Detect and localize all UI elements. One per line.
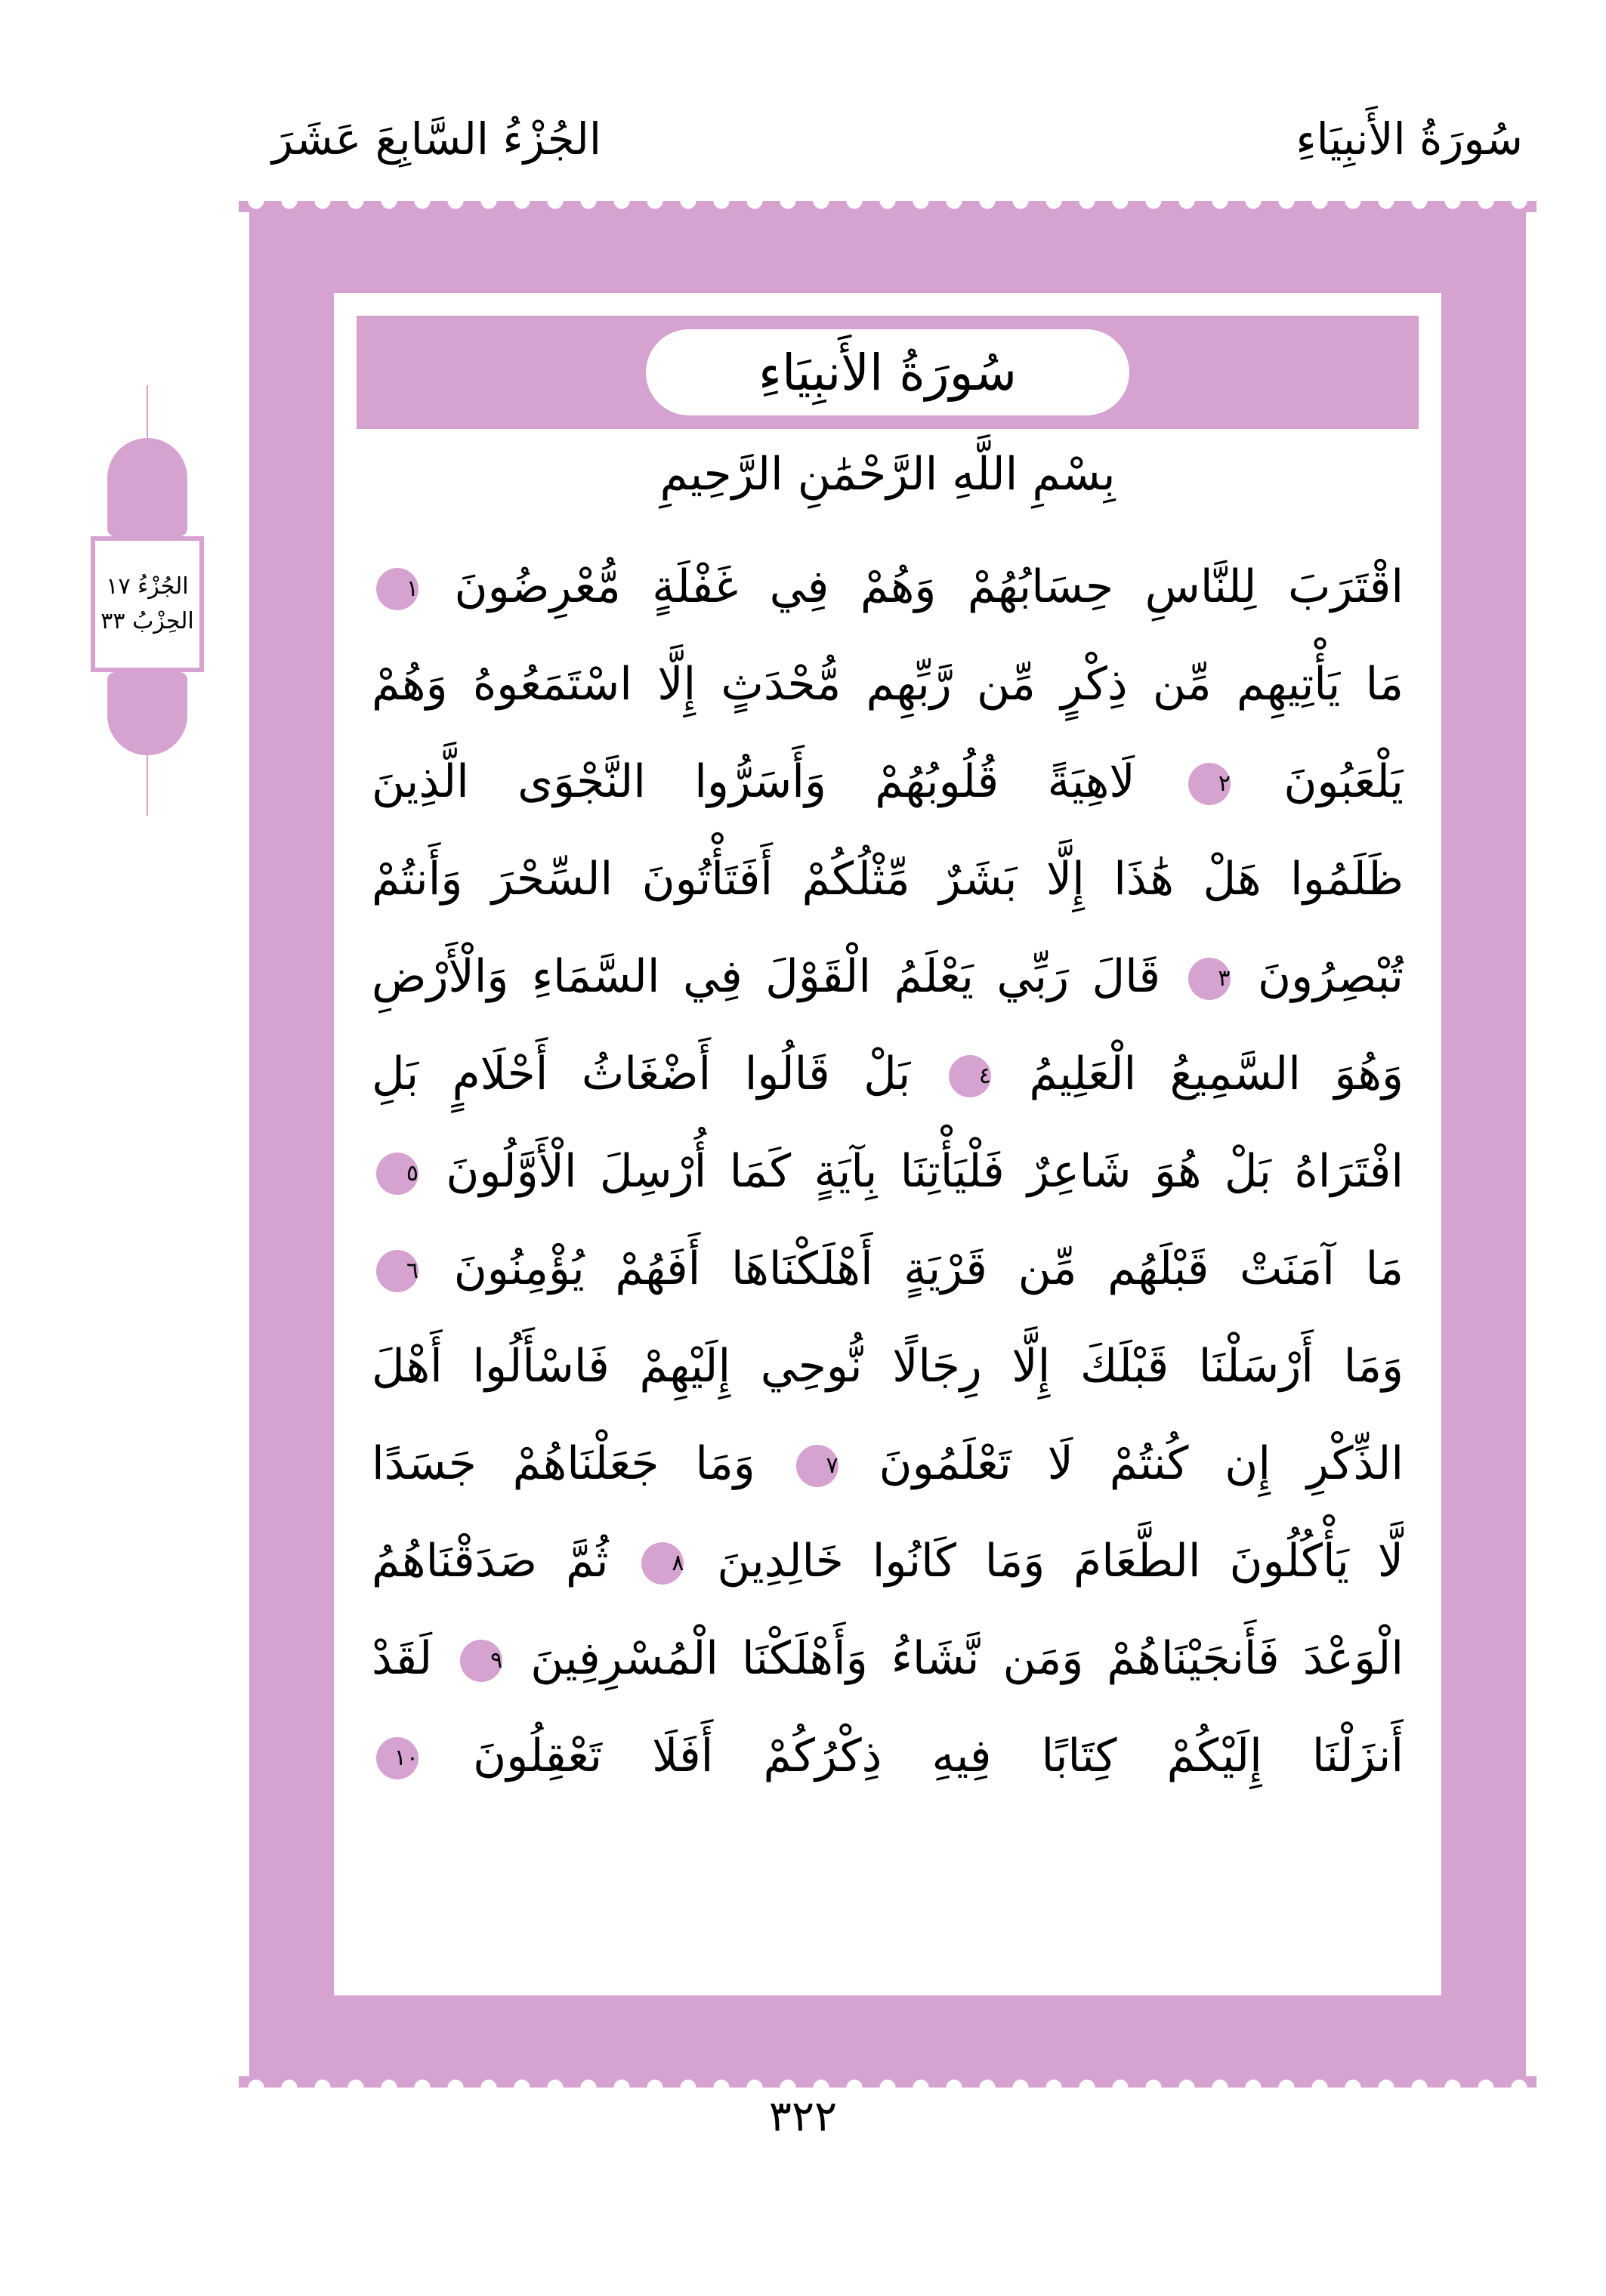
verse-line (372, 831, 1404, 928)
verse-line (372, 1513, 1404, 1610)
verse-text: أَنزَلْنَا إِلَيْكُمْ كِتَابًا فِيهِ ذِكْرُكُمْ أَفَلَا تَعْقِلُونَ (473, 1730, 1404, 1782)
verse-text: مَا يَأْتِيهِم مِّن ذِكْرٍ مِّن رَّبِّهِم مُّحْدَثٍ إِلَّا اسْتَمَعُوهُ وَهُمْ (372, 658, 1404, 711)
verse-text: وَمَا أَرْسَلْنَا قَبْلَكَ إِلَّا رِجَالًا نُّوحِي إِلَيْهِمْ فَاسْأَلُوا أَهْلَ (372, 1340, 1404, 1393)
ayah-number-marker: ٩ (460, 1640, 502, 1682)
ayah-number-marker: ١٠ (376, 1737, 418, 1779)
ayah-number-marker: ٢ (1188, 763, 1231, 805)
ayah-number-marker: ٥ (376, 1153, 418, 1195)
verse-text: يَلْعَبُونَ (1283, 755, 1404, 808)
verse-lines (372, 539, 1404, 1805)
page-frame (249, 211, 1526, 2077)
verse-text: تُبْصِرُونَ (1258, 950, 1404, 1003)
verse-line (372, 1123, 1404, 1221)
verse-text: وَهُوَ السَّمِيعُ الْعَلِيمُ (1029, 1048, 1404, 1100)
verse-text: بَلْ قَالُوا أَضْغَاثُ أَحْلَامٍ بَلِ (372, 1048, 911, 1100)
verse-line (372, 1221, 1404, 1318)
verse-text: ظَلَمُوا هَلْ هَٰذَا إِلَّا بَشَرٌ مِّثْلُكُمْ أَفَتَأْتُونَ السِّحْرَ وَأَنتُمْ (372, 853, 1404, 906)
verse-text: لَّا يَأْكُلُونَ الطَّعَامَ وَمَا كَانُوا خَالِدِينَ (717, 1535, 1404, 1588)
verse-line (372, 539, 1404, 636)
verse-text: افْتَرَاهُ بَلْ هُوَ شَاعِرٌ فَلْيَأْتِنَا بِآيَةٍ كَمَا أُرْسِلَ الْأَوَّلُونَ (446, 1145, 1404, 1198)
side-marker-dome (107, 438, 187, 536)
verse-text: الذِّكْرِ إِن كُنتُمْ لَا تَعْلَمُونَ (879, 1437, 1404, 1490)
basmala: بِسْمِ اللَّهِ الرَّحْمَٰنِ الرَّحِيمِ (659, 448, 1116, 501)
verse-line (372, 928, 1404, 1026)
juz-label: الجُزْءُ ١٧ (106, 573, 189, 600)
verse-line (372, 733, 1404, 831)
ayah-number-marker: ٧ (796, 1445, 839, 1487)
ayah-number-marker: ٨ (641, 1542, 684, 1585)
surah-header: سُورَةُ الأَنبِيَاءِ (1296, 113, 1523, 165)
verse-text: ثُمَّ صَدَقْنَاهُمُ (372, 1535, 609, 1588)
verse-text: وَمَا جَعَلْنَاهُمْ جَسَدًا (372, 1437, 755, 1490)
ayah-number-marker: ٤ (949, 1055, 991, 1097)
surah-banner-title: سُورَةُ الأَنبِيَاءِ (646, 329, 1129, 415)
ayah-number-marker: ١ (376, 568, 418, 610)
verse-text: لَاهِيَةً قُلُوبُهُمْ وَأَسَرُّوا النَّجْوَى الَّذِينَ (372, 755, 1135, 808)
ayah-number-marker: ٦ (376, 1250, 418, 1292)
juz-header: الجُزْءُ السَّابِعَ عَشَرَ (272, 113, 601, 165)
ayah-number-marker: ٣ (1188, 958, 1231, 1000)
verse-text: لَقَدْ (372, 1632, 433, 1685)
verse-text: مَا آمَنَتْ قَبْلَهُم مِّن قَرْيَةٍ أَهْلَكْنَاهَا أَفَهُمْ يُؤْمِنُونَ (453, 1242, 1404, 1295)
hizb-label: الحِزْبُ ٣٣ (100, 608, 194, 634)
verse-text: الْوَعْدَ فَأَنجَيْنَاهُمْ وَمَن نَّشَاءُ وَأَهْلَكْنَا الْمُسْرِفِينَ (530, 1632, 1404, 1685)
verse-text: قَالَ رَبِّي يَعْلَمُ الْقَوْلَ فِي السَّمَاءِ وَالْأَرْضِ (372, 950, 1161, 1003)
surah-banner (357, 316, 1419, 429)
verse-line (372, 1610, 1404, 1708)
side-marker-box (91, 536, 204, 672)
verse-line (372, 1708, 1404, 1805)
juz-side-marker (91, 385, 204, 816)
side-marker-base (107, 672, 187, 755)
page-number: ٣٢٢ (768, 2092, 838, 2141)
verse-text: اقْتَرَبَ لِلنَّاسِ حِسَابُهُمْ وَهُمْ فِي غَفْلَةٍ مُّعْرِضُونَ (454, 560, 1404, 613)
verse-line (372, 1318, 1404, 1415)
verse-line (372, 1026, 1404, 1123)
verse-line (372, 636, 1404, 733)
verse-line (372, 1415, 1404, 1513)
text-area (334, 293, 1441, 1995)
